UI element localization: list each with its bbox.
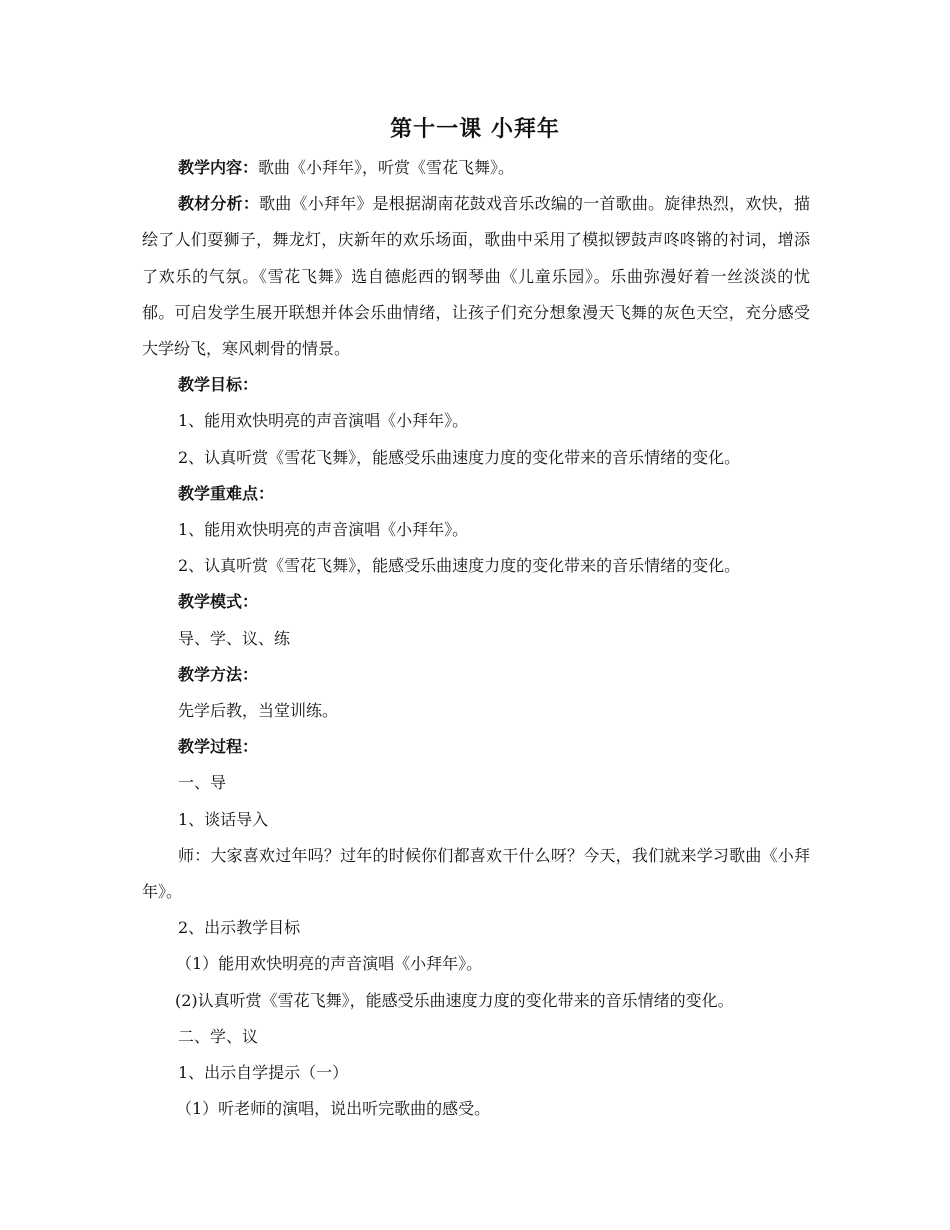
method-text: 先学后教，当堂训练。 — [178, 701, 339, 721]
mode-text: 导、学、议、练 — [178, 628, 291, 648]
goal-item: 2、认真听赏《雪花飞舞》，能感受乐曲速度力度的变化带来的音乐情绪的变化。 — [178, 447, 741, 467]
process-heading — [142, 729, 810, 765]
page-title: 第十一课 小拜年 — [390, 116, 560, 142]
process-line: 一、导 — [178, 773, 227, 793]
mode-label: 教学模式： — [178, 592, 259, 612]
process-line: 二、学、议 — [178, 1026, 259, 1046]
process-line: （1）能用欢快明亮的声音演唱《小拜年》。 — [176, 954, 483, 974]
keypoint-item: 2、认真听赏《雪花飞舞》，能感受乐曲速度力度的变化带来的音乐情绪的变化。 — [178, 556, 741, 576]
goals-label: 教学目标： — [178, 375, 259, 395]
content-label: 教学内容： — [178, 158, 259, 177]
process-line: (2)认真听赏《雪花飞舞》，能感受乐曲速度力度的变化带来的音乐情绪的变化。 — [175, 990, 734, 1010]
process-line: 1、谈话导入 — [178, 809, 269, 829]
process-line: 2、出示教学目标 — [178, 918, 301, 938]
document-body — [142, 150, 810, 1127]
method-heading — [142, 657, 810, 693]
keypoint-item: 1、能用欢快明亮的声音演唱《小拜年》。 — [178, 520, 469, 540]
keypoints-heading — [142, 476, 810, 512]
goal-item: 1、能用欢快明亮的声音演唱《小拜年》。 — [178, 411, 469, 431]
analysis-paragraph — [142, 186, 810, 367]
keypoints-label: 教学重难点： — [178, 483, 275, 503]
content-paragraph — [142, 150, 810, 186]
method-label: 教学方法： — [178, 664, 259, 684]
analysis-text: 歌曲《小拜年》是根据湖南花鼓戏音乐改编的一首歌曲。旋律热烈，欢快，描绘了人们耍狮子，舞龙灯，庆新年的欢乐场面，歌曲中采用了模拟锣鼓声咚咚锵的衬词，增添了欢乐的气氛。《雪花飞舞》选自德彪西的钢琴曲《儿童乐园》。乐曲弥漫好着一丝淡淡的忧郁。可启发学生展开联想并体会乐曲情绪，让孩子们充分想象漫天飞舞的灰色天空，充分感受大学纷飞，寒风刺骨的情景。 — [142, 194, 810, 359]
process-label: 教学过程： — [178, 737, 259, 757]
process-line: （1）听老师的演唱，说出听完歌曲的感受。 — [176, 1099, 491, 1119]
mode-heading — [142, 584, 810, 620]
analysis-label: 教材分析： — [178, 194, 260, 214]
process-line: 1、出示自学提示（一） — [178, 1063, 349, 1083]
content-text: 歌曲《小拜年》，听赏《雪花飞舞》。 — [258, 158, 515, 177]
goals-heading — [142, 367, 810, 403]
process-line: 师：大家喜欢过年吗？过年的时候你们都喜欢干什么呀？今天，我们就来学习歌曲《小拜年》。 — [142, 845, 810, 902]
